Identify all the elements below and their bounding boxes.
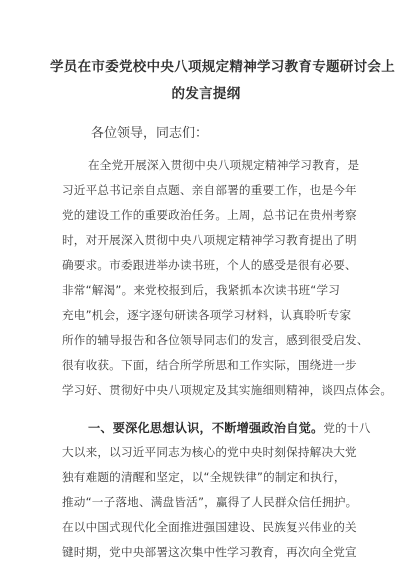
paragraph-line: 大以来，以习近平同志为核心的党中央时刻保持解决大党 xyxy=(62,445,357,459)
paragraph-line: 独有难题的清醒和坚定，以“全规铁律”的制定和执行， xyxy=(62,470,346,484)
paragraph-line: 所作的辅导报告和各位领导同志们的发言，感到很受启发、 xyxy=(62,333,369,347)
paragraph-line: 在全党开展深入贯彻中央八项规定精神学习教育，是 xyxy=(88,158,360,172)
paragraph-line: 推动“一子落地、满盘皆活”，赢得了人民群众信任拥护。 xyxy=(62,495,358,509)
paragraph-line: 时，对开展深入贯彻中央八项规定精神学习教育提出了明 xyxy=(62,233,357,247)
paragraph-line: 党的建设工作的重要政治任务。上周，总书记在贵州考察 xyxy=(62,208,357,222)
paragraph-line: 在以中国式现代化全面推进强国建设、民族复兴伟业的关 xyxy=(62,520,357,534)
paragraph-line: 学习好、贯彻好中央八项规定及其实施细则精神，谈四点体会。 xyxy=(62,383,393,397)
document-title-line-1: 学员在市委党校中央八项规定精神学习教育专题研讨会上 xyxy=(50,59,395,75)
paragraph-line: 非常“解渴”。来党校报到后，我紧抓本次读书班“学习 xyxy=(62,283,341,297)
document-title-line-2: 的发言提纲 xyxy=(171,86,241,102)
paragraph-line: 很有收获。下面，结合所学所思和工作实际，围绕进一步 xyxy=(62,358,357,372)
section-heading-line xyxy=(88,419,371,436)
paragraph-line: 充电”机会，逐字逐句研读各项学习材料，认真聆听专家 xyxy=(62,308,352,322)
salutation: 各位领导，同志们： xyxy=(91,126,209,141)
section-heading-tail: 党的十八 xyxy=(323,421,371,435)
paragraph-line: 习近平总书记亲自点题、亲自部署的重要工作，也是今年 xyxy=(62,183,357,197)
paragraph-line: 确要求。市委跟进举办读书班，个人的感受是很有必要、 xyxy=(62,258,357,272)
paragraph-line: 键时期，党中央部署这次集中性学习教育，再次向全党宣 xyxy=(62,545,357,559)
section-heading: 一、要深化思想认识，不断增强政治自觉。 xyxy=(88,421,324,435)
